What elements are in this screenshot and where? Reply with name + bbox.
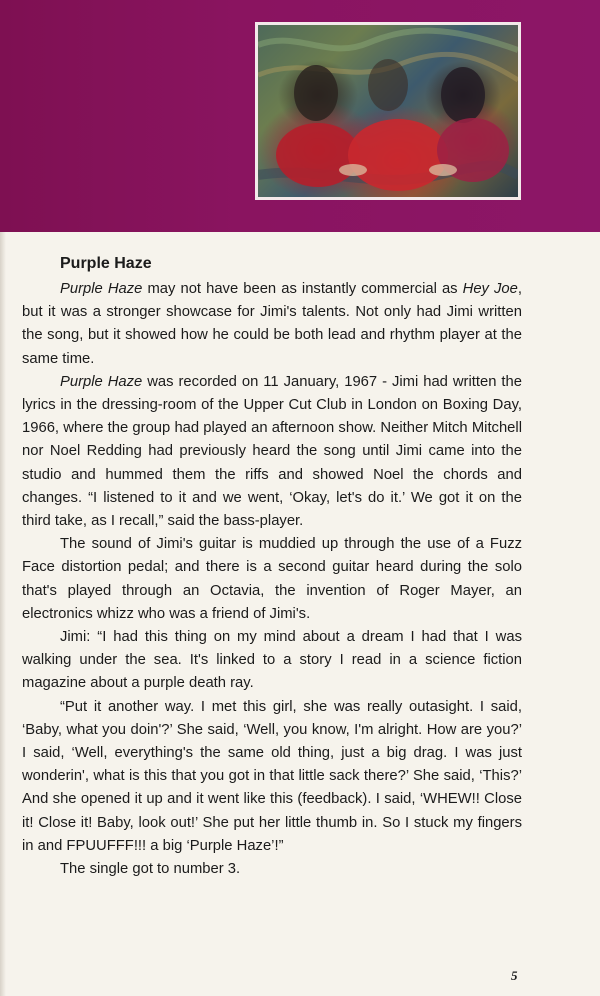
text-run: , but it was a stronger showcase for Jimi's talents. Not only had Jimi written the song, but it showed how he could be both lead and rhythm player at the same time. bbox=[22, 281, 522, 367]
band-photo-art bbox=[258, 25, 518, 197]
paragraph bbox=[22, 533, 522, 626]
text-run: The single got to number 3. bbox=[60, 861, 241, 878]
paragraph bbox=[22, 371, 522, 533]
article bbox=[22, 252, 522, 881]
text-run: was recorded on 11 January, 1967 - Jimi had written the lyrics in the dressing-room of the Upper Cut Club in London on Boxing Day, 1966, where the group had played an afternoon show. Neither Mitch Mitchell nor Noel Redding had previously heard the song until Jimi came into the studio and hummed them the riffs and showed Noel the chords and changes. “I listened to it and we went, ‘Okay, let's do it.’ We got it on the third take, as I recall,” said the bass-player. bbox=[22, 373, 522, 530]
text-run: The sound of Jimi's guitar is muddied up through the use of a Fuzz Face distortion pedal; and there is a second guitar heard during the solo that's played through an Octavia, the invention of Roger Mayer, an electronics whizz who was a friend of Jimi's. bbox=[22, 536, 522, 622]
paragraph bbox=[22, 626, 522, 696]
page-number: 5 bbox=[511, 968, 518, 983]
text-run: Jimi: “I had this thing on my mind about a dream I had that I was walking under the sea. It's linked to a story I read in a science fiction magazine about a purple death ray. bbox=[22, 629, 522, 692]
italic-title: Purple Haze bbox=[60, 373, 143, 390]
text-run: “Put it another way. I met this girl, she was really outasight. I said, ‘Baby, what you doin'?’ She said, ‘Well, you know, I'm alright. How are you?’ I said, ‘Well, everything's the same old thing, just a big drag. I was just wonderin', what is this that you got in that little sack there?’ She said, ‘This?’ And she opened it up and it went like this (feedback). I said, ‘WHEW!! Close it! Close it! Baby, look out!’ She put her little thumb in. So I stuck my fingers in and FPUUFFF!!! a big ‘Purple Haze’!” bbox=[22, 698, 522, 854]
italic-title: Hey Joe bbox=[462, 281, 518, 297]
article-body bbox=[22, 278, 522, 881]
band-photo bbox=[255, 22, 521, 200]
page-edge-shadow bbox=[0, 232, 6, 996]
paragraph bbox=[22, 278, 522, 371]
text-run: may not have been as instantly commercial as bbox=[142, 281, 463, 297]
article-heading: Purple Haze bbox=[60, 255, 152, 272]
paragraph bbox=[22, 858, 522, 881]
paragraph bbox=[22, 696, 522, 858]
italic-title: Purple Haze bbox=[60, 281, 143, 297]
